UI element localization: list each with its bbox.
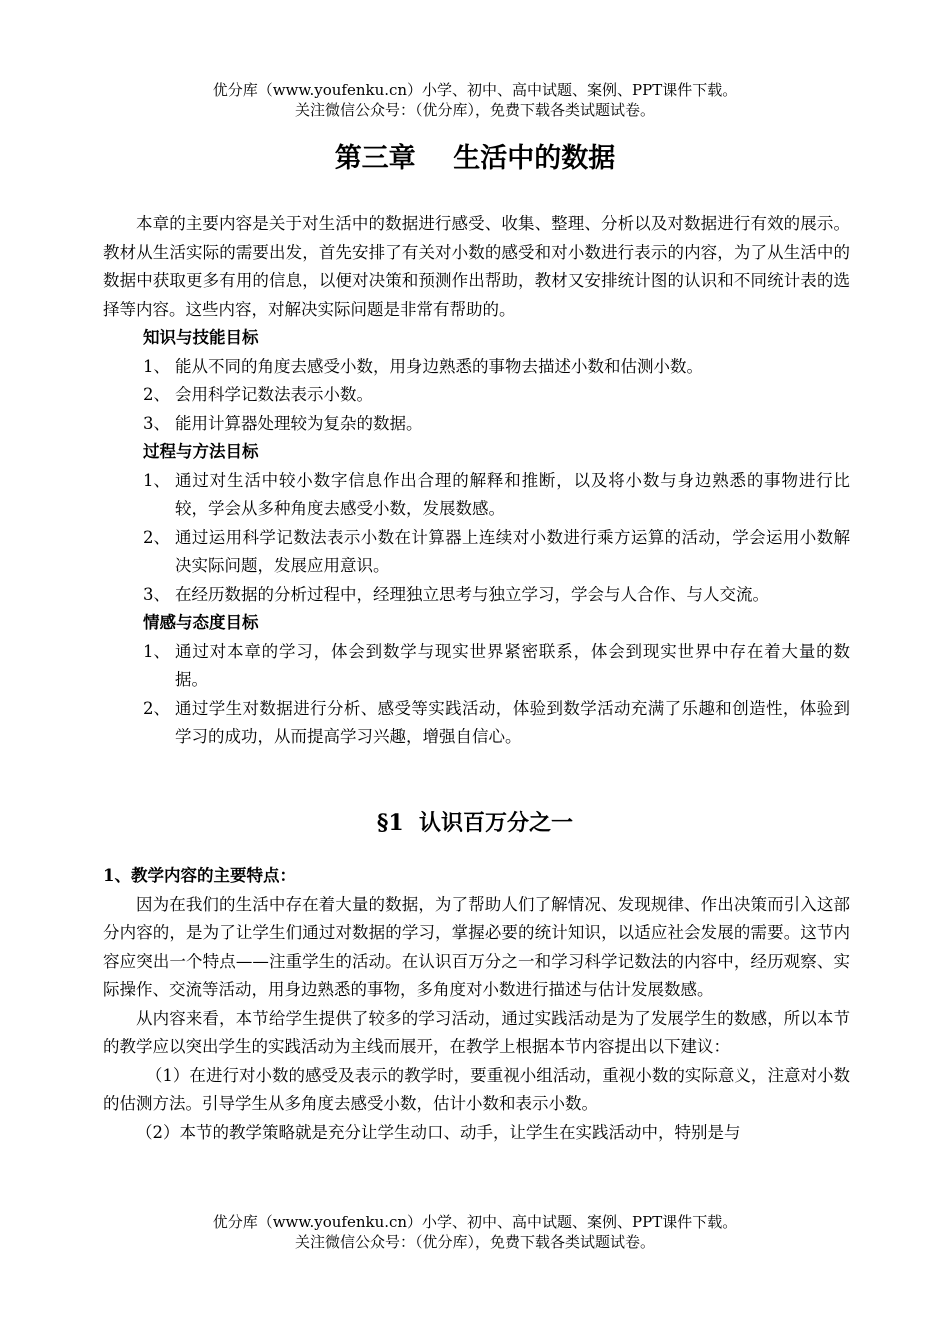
list-text: 能用计算器处理较为复杂的数据。 [175, 413, 423, 433]
list-number: 1、 [143, 641, 170, 661]
page-footer [0, 1212, 950, 1252]
list-number: 2、 [143, 698, 170, 718]
footer-line-1: 优分库（www.youfenku.cn）小学、初中、高中试题、案例、PPT课件下载。 [212, 1213, 738, 1231]
list-number: 1、 [143, 470, 170, 490]
section-title: §1 认识百万分之一 [376, 810, 574, 836]
list-number: 2、 [143, 527, 170, 547]
goal-heading-emotion: 情感与态度目标 [143, 613, 259, 632]
chapter-body [103, 210, 850, 752]
header-line-1: 优分库（www.youfenku.cn）小学、初中、高中试题、案例、PPT课件下载。 [212, 81, 738, 99]
section-heading: 1、教学内容的主要特点： [103, 866, 296, 885]
list-item [143, 353, 850, 382]
section-paragraph-4: （2）本节的教学策略就是充分让学生动口、动手，让学生在实践活动中，特别是与 [136, 1122, 741, 1142]
list-text: 通过对生活中较小数字信息作出合理的解释和推断，以及将小数与身边熟悉的事物进行比较，学会从多种角度去感受小数，发展数感。 [175, 470, 850, 518]
list-text: 能从不同的角度去感受小数，用身边熟悉的事物去描述小数和估测小数。 [175, 356, 703, 376]
list-item [143, 638, 850, 695]
goal-heading-knowledge: 知识与技能目标 [143, 328, 259, 347]
section-body [103, 862, 850, 1147]
chapter-title: 第三章 生活中的数据 [334, 143, 616, 174]
footer-line-2: 关注微信公众号：（优分库），免费下载各类试题试卷。 [294, 1233, 655, 1251]
list-item [143, 410, 850, 439]
list-item [143, 381, 850, 410]
section-paragraph-1: 因为在我们的生活中存在着大量的数据，为了帮助人们了解情况、发现规律、作出决策而引入这部分内容的，是为了让学生们通过对数据的学习，掌握必要的统计知识，以适应社会发展的需要。这节内容应突出一个特点——注重学生的活动。在认识百万分之一和学习科学记数法的内容中，经历观察、实际操作、交流等活动，用身边熟悉的事物，多角度对小数进行描述与估计发展数感。 [103, 894, 850, 999]
list-text: 通过运用科学记数法表示小数在计算器上连续对小数进行乘方运算的活动，学会运用小数解决实际问题，发展应用意识。 [175, 527, 850, 575]
list-number: 3、 [143, 413, 170, 433]
list-number: 1、 [143, 356, 170, 376]
list-number: 3、 [143, 584, 170, 604]
list-item [143, 581, 850, 610]
list-text: 通过对本章的学习，体会到数学与现实世界紧密联系，体会到现实世界中存在着大量的数据。 [175, 641, 850, 689]
list-text: 在经历数据的分析过程中，经理独立思考与独立学习，学会与人合作、与人交流。 [175, 584, 769, 604]
goal-heading-process: 过程与方法目标 [143, 442, 259, 461]
list-item [143, 467, 850, 524]
header-line-2: 关注微信公众号：（优分库），免费下载各类试题试卷。 [294, 101, 655, 119]
list-item [143, 524, 850, 581]
page-header [0, 80, 950, 120]
section-paragraph-2: 从内容来看，本节给学生提供了较多的学习活动，通过实践活动是为了发展学生的数感，所以本节的教学应以突出学生的实践活动为主线而展开，在教学上根据本节内容提出以下建议： [103, 1008, 850, 1056]
list-number: 2、 [143, 385, 170, 404]
intro-paragraph: 本章的主要内容是关于对生活中的数据进行感受、收集、整理、分析以及对数据进行有效的展示。教材从生活实际的需要出发，首先安排了有关对小数的感受和对小数进行表示的内容，为了从生活中的数据中获取更多有用的信息，以便对决策和预测作出帮助，教材又安排统计图的认识和不同统计表的选择等内容。这些内容，对解决实际问题是非常有帮助的。 [103, 214, 850, 319]
list-item [143, 695, 850, 752]
list-text: 会用科学记数法表示小数。 [175, 385, 373, 404]
section-paragraph-3: （1）在进行对小数的感受及表示的教学时，要重视小组活动，重视小数的实际意义，注意对小数的估测方法。引导学生从多角度去感受小数，估计小数和表示小数。 [103, 1065, 850, 1113]
list-text: 通过学生对数据进行分析、感受等实践活动，体验到数学活动充满了乐趣和创造性，体验到学习的成功，从而提高学习兴趣，增强自信心。 [175, 698, 850, 746]
